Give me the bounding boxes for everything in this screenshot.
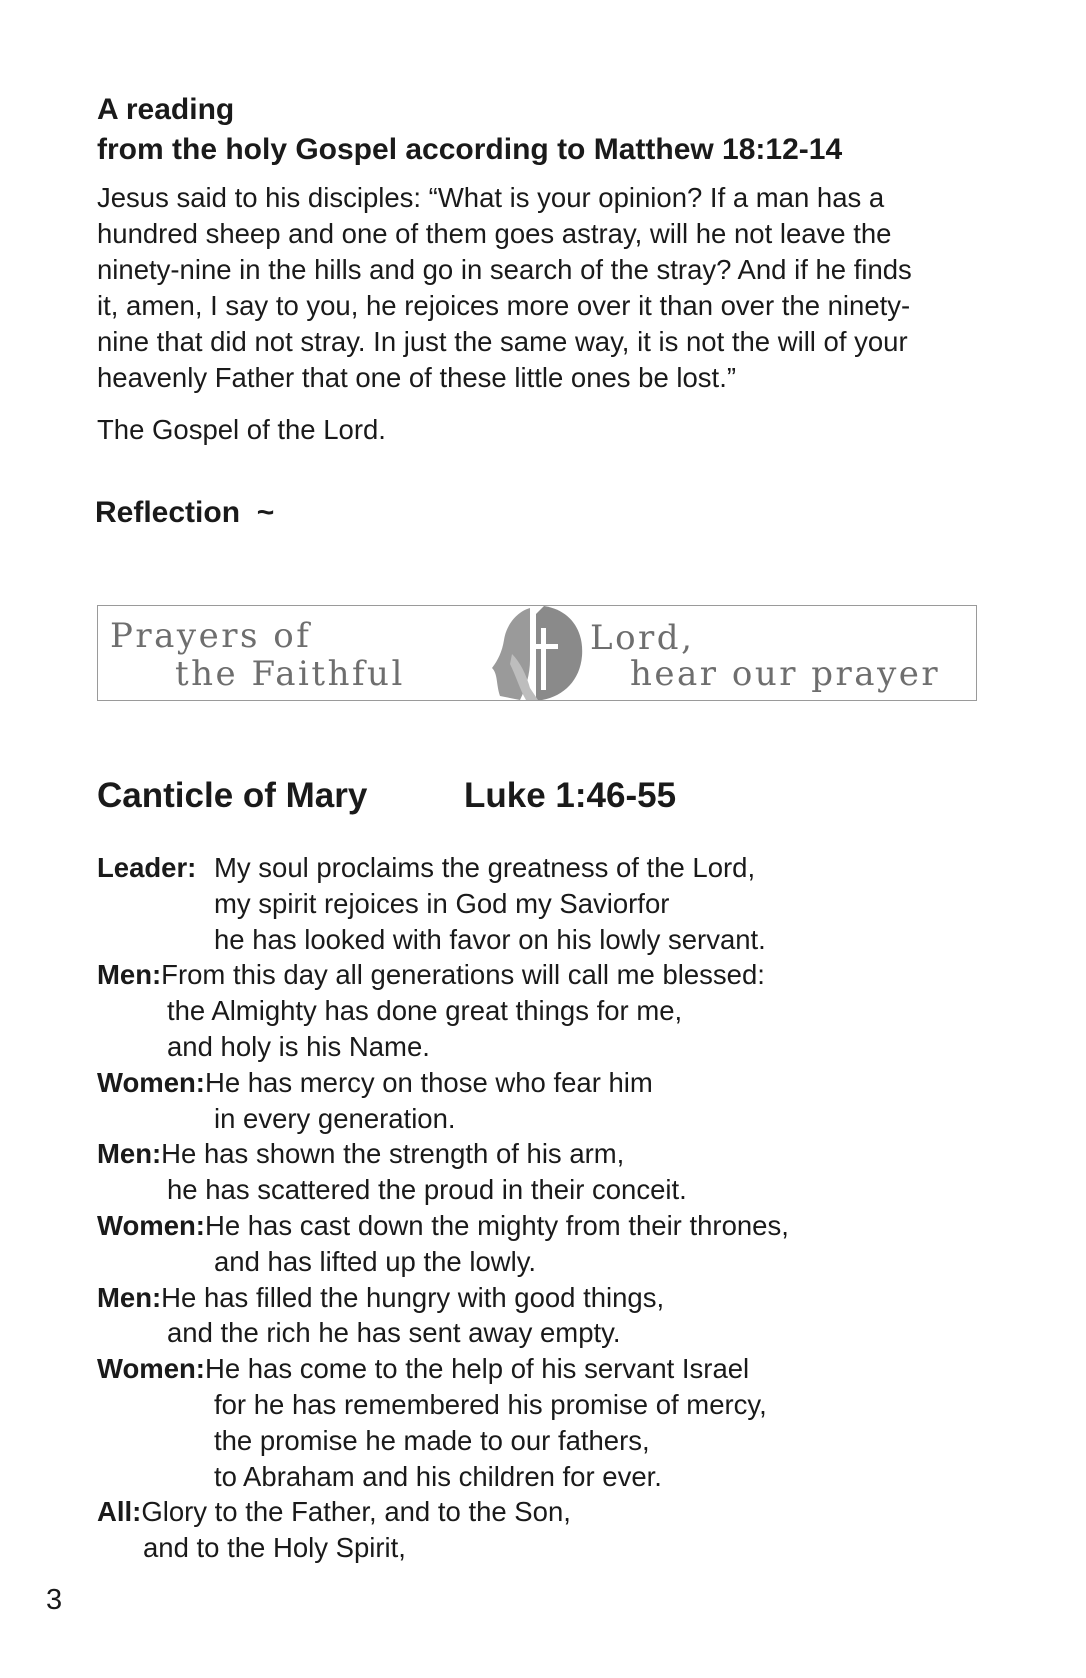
reading-line: hundred sheep and one of them goes astray, will he not leave the xyxy=(97,218,892,249)
canticle-line xyxy=(97,1136,789,1172)
canticle-line: to Abraham and his children for ever. xyxy=(214,1460,662,1492)
banner-right-line2: hear our prayer xyxy=(630,654,941,694)
reading-body xyxy=(97,180,997,396)
reading-line: nine that did not stray. In just the same way, it is not the will of your xyxy=(97,326,908,357)
prayers-banner xyxy=(97,605,977,701)
reading-closing: The Gospel of the Lord. xyxy=(97,414,386,445)
reading-line: ninety-nine in the hills and go in search of the stray? And if he finds xyxy=(97,254,912,285)
canticle-verse: He has filled the hungry with good things, xyxy=(161,1281,665,1313)
reading-line: heavenly Father that one of these little ones be lost.” xyxy=(97,362,736,393)
canticle-line: he has looked with favor on his lowly servant. xyxy=(214,923,766,955)
reading-heading-line1: A reading xyxy=(97,93,235,126)
women-label: Women: xyxy=(97,1209,205,1241)
canticle-verse: He has cast down the mighty from their thrones, xyxy=(204,1209,789,1241)
reflection-heading: Reflection ~ xyxy=(95,496,275,529)
canticle-verse: Glory to the Father, and to the Son, xyxy=(141,1496,571,1528)
men-label: Men: xyxy=(97,1138,162,1170)
canticle-line xyxy=(97,1065,789,1101)
canticle-line xyxy=(97,850,789,886)
canticle-reference: Luke 1:46-55 xyxy=(464,776,677,815)
leader-label: Leader: xyxy=(97,852,197,883)
banner-left-line1: Prayers of xyxy=(110,616,312,656)
canticle-title: Canticle of Mary xyxy=(97,776,368,815)
banner-right-line1: Lord, xyxy=(590,618,695,658)
all-label: All: xyxy=(97,1496,142,1528)
men-label: Men: xyxy=(97,1281,162,1313)
canticle-verse: He has shown the strength of his arm, xyxy=(161,1138,625,1170)
canticle-line xyxy=(97,1494,789,1530)
canticle-verse: He has mercy on those who fear him xyxy=(204,1066,653,1098)
canticle-line: and the rich he has sent away empty. xyxy=(167,1317,621,1349)
canticle-line xyxy=(97,1351,789,1387)
canticle-verse: My soul proclaims the greatness of the Lord, xyxy=(214,852,756,883)
canticle-line xyxy=(97,1208,789,1244)
canticle-line: and to the Holy Spirit, xyxy=(143,1532,406,1564)
canticle-verse: From this day all generations will call me blessed: xyxy=(161,959,765,991)
men-label: Men: xyxy=(97,959,162,991)
canticle-line: in every generation. xyxy=(214,1102,456,1134)
reading-heading-line2: from the holy Gospel according to Matthew 18:12-14 xyxy=(97,133,843,166)
canticle-line: and has lifted up the lowly. xyxy=(214,1245,537,1277)
canticle-line: for he has remembered his promise of mercy, xyxy=(214,1388,767,1420)
canticle-line xyxy=(97,957,789,993)
reading-heading xyxy=(97,90,842,170)
reading-line: it, amen, I say to you, he rejoices more over it than over the ninety- xyxy=(97,290,911,321)
women-label: Women: xyxy=(97,1353,205,1385)
canticle-verse: He has come to the help of his servant Israel xyxy=(204,1353,750,1385)
praying-figure-cross-icon xyxy=(486,604,586,702)
page-number: 3 xyxy=(46,1584,63,1616)
reading-line: Jesus said to his disciples: “What is your opinion? If a man has a xyxy=(97,182,885,213)
canticle-line: and holy is his Name. xyxy=(167,1030,430,1062)
women-label: Women: xyxy=(97,1066,205,1098)
banner-left-line2: the Faithful xyxy=(175,654,405,694)
canticle-line: my spirit rejoices in God my Saviorfor xyxy=(214,887,670,919)
canticle-line: the Almighty has done great things for me, xyxy=(167,995,683,1027)
canticle-line xyxy=(97,1280,789,1316)
canticle-line: the promise he made to our fathers, xyxy=(214,1424,650,1456)
canticle-line: he has scattered the proud in their conceit. xyxy=(167,1174,687,1206)
canticle-text xyxy=(97,850,789,1566)
